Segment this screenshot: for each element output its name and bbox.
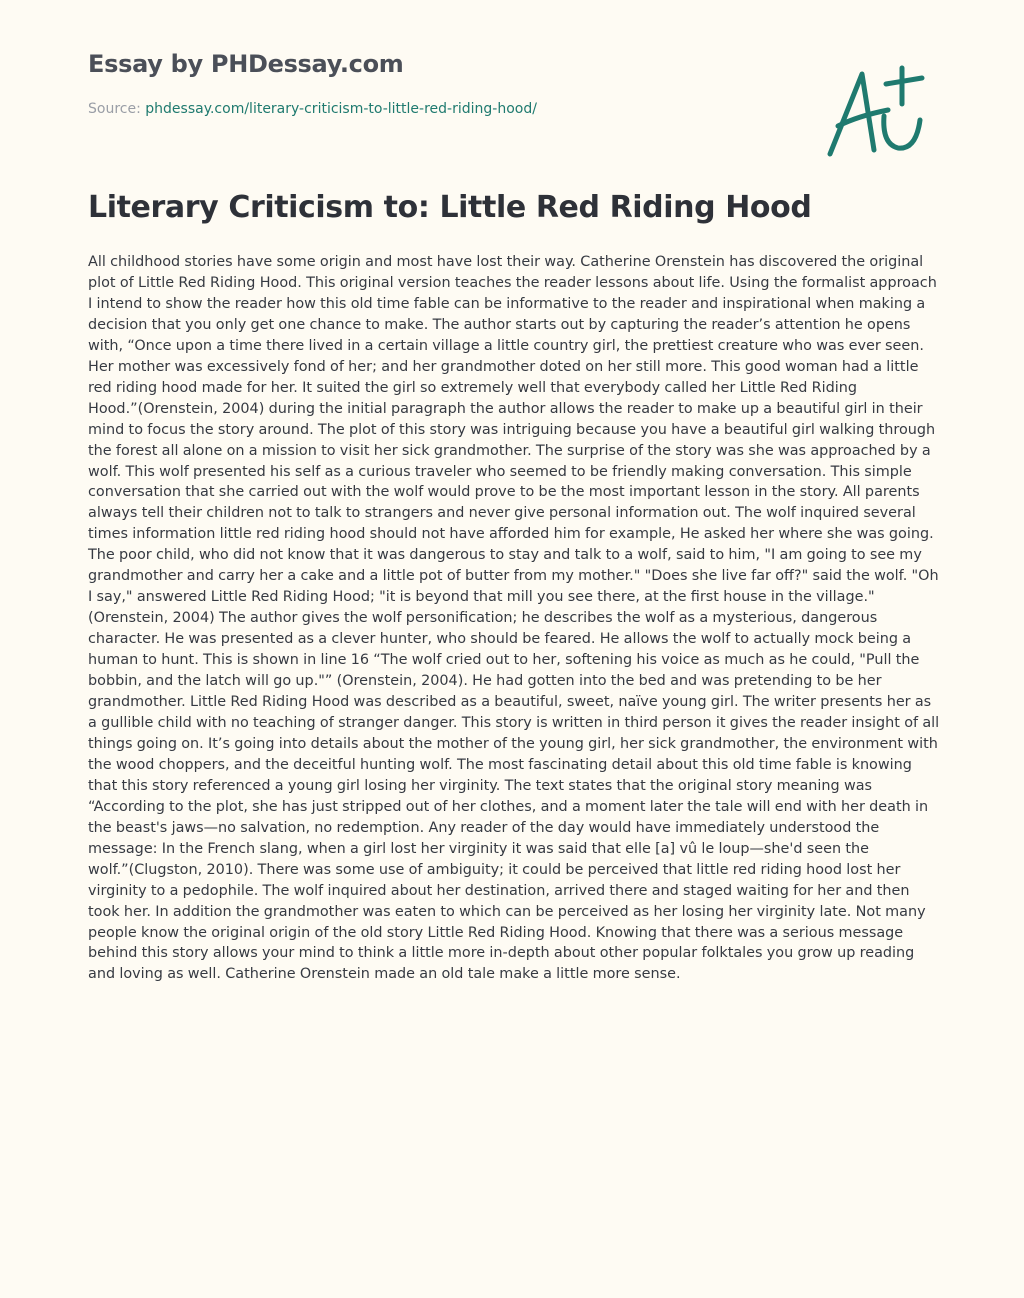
document-body: All childhood stories have some origin and most have lost their way. Catherine Orenstein has discovered the original plot of Little Red Riding Hood. This original version teaches the reader lessons about life. Using the formalist approach I intend to show the reader how this old time fable can be informative to the reader and inspirational when making a decision that you only get one chance to make. The author starts out by capturing the reader’s attention he opens with, “Once upon a time there lived in a certain village a little country girl, the prettiest creature who was ever seen. Her mother was excessively fond of her; and her grandmother doted on her still more. This good woman had a little red riding hood made for her. It suited the girl so extremely well that everybody called her Little Red Riding Hood.”(Orenstein, 2004) during the initial paragraph the author allows the reader to make up a beautiful girl in their mind to focus the story around. The plot of this story was intriguing because you have a beautiful girl walking through the forest all alone on a mission to visit her sick grandmother. The surprise of the story was she was approached by a wolf. This wolf presented his self as a curious traveler who seemed to be friendly making conversation. This simple conversation that she carried out with the wolf would prove to be the most important lesson in the story. All parents always tell their children not to talk to strangers and never give personal information out. The wolf inquired several times information little red riding hood should not have afforded him for example, He asked her where she was going. The poor child, who did not know that it was dangerous to stay and talk to a wolf, said to him, "I am going to see my grandmother and carry her a cake and a little pot of butter from my mother." "Does she live far off?" said the wolf. "Oh I say," answered Little Red Riding Hood; "it is beyond that mill you see there, at the first house in the village." (Orenstein, 2004) The author gives the wolf personification; he describes the wolf as a mysterious, dangerous character. He was presented as a clever hunter, who should be feared. He allows the wolf to actually mock being a human to hunt. This is shown in line 16 “The wolf cried out to her, softening his voice as much as he could, "Pull the bobbin, and the latch will go up."” (Orenstein, 2004). He had gotten into the bed and was pretending to be her grandmother. Little Red Riding Hood was described as a beautiful, sweet, naïve young girl. The writer presents her as a gullible child with no teaching of stranger danger. This story is written in third person it gives the reader insight of all things going on. It’s going into details about the mother of the young girl, her sick grandmother, the environment with the wood choppers, and the deceitful hunting wolf. The most fascinating detail about this old time fable is knowing that this story referenced a young girl losing her virginity. The text states that the original story meaning was “According to the plot, she has just stripped out of her clothes, and a moment later the tale will end with her death in the beast's jaws—no salvation, no redemption. Any reader of the day would have immediately understood the message: In the French slang, when a girl lost her virginity it was said that elle [a] vû le loup—she'd seen the wolf.”(Clugston, 2010). There was some use of ambiguity; it could be perceived that little red riding hood lost her virginity to a pedophile. The wolf inquired about her destination, arrived there and staged waiting for her and then took her. In addition the grandmother was eaten to which can be perceived as her losing her virginity late. Not many people know the original origin of the old story Little Red Riding Hood. Knowing that there was a serious message behind this story allows your mind to think a little more in-depth about other popular folktales you grow up reading and loving as well. Catherine Orenstein made an old tale make a little more sense. (88, 254, 940, 983)
source-line (88, 101, 537, 117)
a-plus-logo-icon (824, 64, 928, 160)
site-brand: Essay by PHDessay.com (88, 50, 404, 78)
document-title: Literary Criticism to: Little Red Riding Hood (88, 190, 812, 225)
source-label: Source: (88, 101, 146, 117)
source-link[interactable]: phdessay.com/literary-criticism-to-little-red-riding-hood/ (145, 101, 537, 117)
